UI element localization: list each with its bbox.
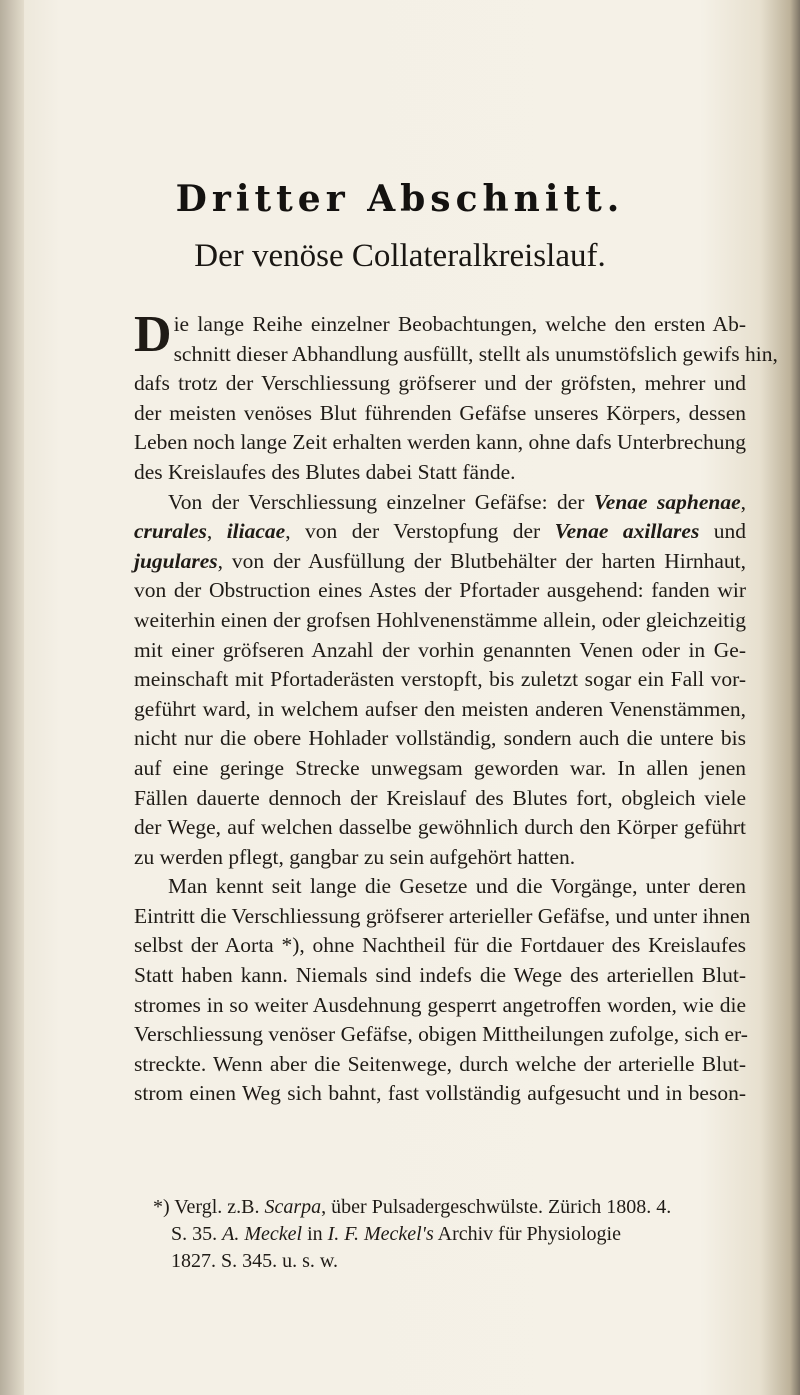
text-line: nicht nur die obere Hohlader vollständig, sondern auch die untere bis [134,726,746,751]
text-line: strom einen Weg sich bahnt, fast vollständig aufgesucht und in beson- [134,1081,746,1106]
italic-term: jugulares [134,548,218,573]
body-text [134,306,778,1109]
text-line: Verschliessung venöser Gefäfse, obigen Mittheilungen zufolge, sich er- [134,1022,748,1047]
footnote-line [153,1194,747,1221]
footnote-line: 1827. S. 345. u. s. w. [171,1250,339,1272]
text-line: auf eine geringe Strecke unwegsam geworden war. In allen jenen [134,755,746,780]
text-run: Archiv für Physiologie [433,1223,621,1245]
text-run: , über Pulsadergeschwülste. Zürich 1808. 4. [321,1196,672,1218]
text-line: zu werden pflegt, gangbar zu sein aufgehört hatten. [134,844,576,869]
text-line [134,547,746,577]
text-line: des Kreislaufes des Blutes dabei Statt fände. [134,459,516,484]
text-run: , [206,519,227,544]
text-run: , von der Verstopfung der [285,519,555,544]
text-line: geführt ward, in welchem aufser den meisten anderen Venenstämmen, [134,696,746,721]
text-line: Leben noch lange Zeit erhalten werden kann, ohne dafs Unterbrechung [134,430,746,455]
text-line: der Wege, auf welchen dasselbe gewöhnlich durch den Körper geführt [134,815,746,840]
text-run: *) Vergl. z.B. [153,1196,265,1218]
text-run: und [699,519,747,544]
text-line [134,488,746,518]
text-line: stromes in so weiter Ausdehnung gesperrt angetroffen worden, wie die [134,992,746,1017]
text-line: der meisten venöses Blut führenden Gefäfse unseres Körpers, dessen [134,400,746,425]
text-line: Man kennt seit lange die Gesetze und die Vorgänge, unter deren [168,874,746,899]
italic-term: Venae saphenae [593,489,741,514]
italic-name: Scarpa [264,1196,322,1218]
drop-cap: D [134,306,172,363]
text-line: mit einer gröfseren Anzahl der vorhin genannten Venen oder in Ge- [134,637,746,662]
text-line: meinschaft mit Pfortaderästen verstopft, bis zuletzt sogar ein Fall vor- [134,667,746,692]
footnote-line [153,1221,747,1248]
italic-term: iliacae [226,519,286,544]
text-run: , von der Ausfüllung der Blutbehälter der harten Hirnhaut, [217,548,746,573]
text-run: , [740,489,747,514]
text-line: ie lange Reihe einzelner Beobachtungen, welche den ersten Ab- [173,312,746,336]
text-run: in [302,1223,328,1245]
text-run: S. 35. [171,1223,223,1245]
text-line [134,517,746,547]
text-line: schnitt dieser Abhandlung ausfüllt, stellt als unumstöfslich gewifs hin, [173,341,778,366]
text-line: Statt haben kann. Niemals sind indefs die Wege des arteriellen Blut- [134,963,746,988]
italic-term: Venae axillares [554,519,700,544]
text-line: Eintritt die Verschliessung gröfserer arterieller Gefäfse, und unter ihnen [134,903,751,928]
section-subheading: Der venöse Collateralkreislauf. [194,238,606,274]
text-line: Fällen dauerte dennoch der Kreislauf des Blutes fort, obgleich viele [134,785,746,810]
text-run: Von der Verschliessung einzelner Gefäfse: der [168,489,594,514]
paragraph-1 [134,306,778,488]
text-line: selbst der Aorta *), ohne Nachtheil für die Fortdauer des Kreislaufes [134,933,746,958]
text-line: von der Obstruction eines Astes der Pfortader ausgehend: fanden wir [134,578,746,603]
footnote [153,1194,747,1275]
section-heading: Dritter Abschnitt. [175,178,625,220]
italic-name: I. F. Meckel's [327,1223,434,1245]
text-line: dafs trotz der Verschliessung gröfserer und der gröfsten, mehrer und [134,371,746,396]
text-line: weiterhin einen der grofsen Hohlvenenstämme allein, oder gleichzeitig [134,607,746,632]
paragraph-2 [134,488,746,873]
paragraph-3 [134,872,751,1109]
text-line: streckte. Wenn aber die Seitenwege, durch welche der arterielle Blut- [134,1051,746,1076]
italic-term: crurales [134,519,207,544]
italic-name: A. Meckel [222,1223,303,1245]
